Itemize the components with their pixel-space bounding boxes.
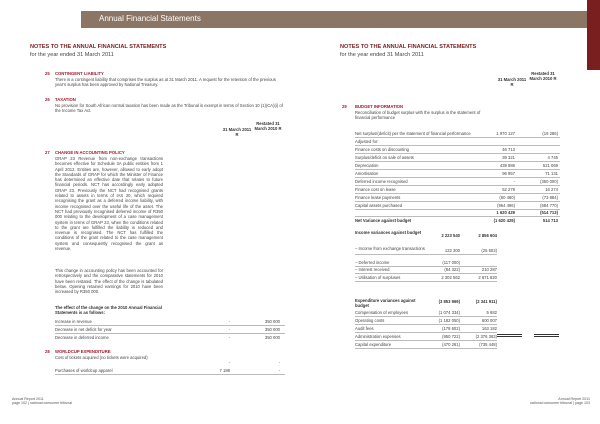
expenditure-row-2010: 5 682 <box>486 310 497 315</box>
recon-row-2010: 16 274 <box>545 187 558 192</box>
row-divider <box>55 374 285 375</box>
recon-row-2010: (684 770) <box>540 203 558 208</box>
income-variance-2010: 2 856 604 <box>478 233 497 238</box>
expenditure-variance-2010: (2 341 911) <box>475 299 497 304</box>
note-28-number: 28 <box>45 349 50 354</box>
note-29-text: Reconciliation of budget surplus with the surplus in the statement of financial performance <box>355 110 481 121</box>
total-underline <box>497 336 522 337</box>
note-27-number: 27 <box>45 150 50 155</box>
income-row-2010: 210 287 <box>481 267 497 272</box>
net-variance-2010: 514 713 <box>542 218 558 223</box>
note-26-number: 26 <box>45 97 50 102</box>
row-divider <box>355 281 497 282</box>
income-row-2010: (25 503) <box>481 248 497 253</box>
recon-row-2010: (73 884) <box>542 195 558 200</box>
total-underline <box>534 334 559 335</box>
left-col-header-2010: Restated 31 March 2010 R <box>254 121 282 132</box>
expenditure-row-label: Administration expenses <box>355 334 401 339</box>
note-27-row-2011: - <box>228 335 230 340</box>
expenditure-row-2010: (2 376 363) <box>475 334 497 339</box>
row-divider <box>355 316 497 317</box>
expenditure-row-label: Audit fees <box>355 326 374 331</box>
net-variance-label: Net Variance against budget <box>355 218 412 223</box>
row-divider <box>355 340 497 341</box>
row-divider <box>355 201 560 202</box>
title-banner <box>81 11 600 28</box>
note-27-row-label: Decrease in deferred income <box>55 335 109 340</box>
row-divider <box>355 332 497 333</box>
right-subheading: for the year ended 31 March 2011 <box>340 52 424 58</box>
income-row-label: – Utilisation of surpluses <box>355 275 401 280</box>
row-divider <box>355 169 560 170</box>
row-divider <box>355 145 560 146</box>
note-27-row-2011: - <box>228 319 230 324</box>
recon-row-2011: (60 480) <box>499 195 515 200</box>
expenditure-row-2011: (1 182 050) <box>438 318 460 323</box>
income-row-2011: 2 302 562 <box>441 275 460 280</box>
note-28-row-label: Purchases of worldcup apparel <box>55 368 113 373</box>
recon-row-2011: 46 713 <box>502 147 515 152</box>
income-row-2011: 122 300 <box>444 248 460 253</box>
note-27-effect-title: The effect of the change on the 2010 Annual Financial Statements is as follows: <box>55 305 162 316</box>
income-row-2011: (84 322) <box>444 267 460 272</box>
footer-right <box>515 397 590 406</box>
note-28-row-2011: - <box>228 360 230 365</box>
note-25-text: There is a contingent liability that comprises the surplus as at 31 March 2011. A request for the retention of the previous year's surplus has been approved by National Treasury. <box>55 77 276 88</box>
row-divider <box>355 216 560 217</box>
footer-left-line1: Annual Report 2011 <box>12 397 44 401</box>
recon-row-label: Capital assets purchased <box>355 203 403 208</box>
note-27-title: CHANGE IN ACCOUNTING POLICY <box>55 150 125 155</box>
row-divider <box>355 348 497 349</box>
recon-row-label: Net surplus/(deficit) per the statement of financial performance <box>355 131 471 136</box>
note-28-row-2011: 7 188 <box>219 368 230 373</box>
expenditure-variance-title: Expenditure variances against budget <box>355 298 416 309</box>
note-28-title: WORLDCUP EXPENDITURE <box>55 349 111 354</box>
recon-row-2011: 1 970 127 <box>496 131 515 136</box>
right-col-header-2010: Restated 31 March 2010 R <box>529 71 557 82</box>
recon-row-2010: (19 286) <box>542 131 558 136</box>
income-row-2011: (117 000) <box>442 260 460 265</box>
recon-row-2011: 39 321 <box>502 155 515 160</box>
income-row-label: – Deferred income <box>355 260 390 265</box>
income-row-label: – Income from exchange transactions <box>355 246 425 251</box>
recon-row-2010: 521 069 <box>542 163 558 168</box>
recon-row-label: Finance costs on discounting <box>355 147 410 152</box>
income-variance-2011: 2 223 540 <box>441 233 460 238</box>
subtotal-2011: 1 620 429 <box>496 210 515 215</box>
income-row-2010: 2 671 820 <box>478 275 497 280</box>
note-27-paragraph-2: This change in accounting policy has been accounted for retrospectively and the comparative statements for 2010 have been restated. The effect of the change is tabulated below. Opening retained earnings for 2010 have been increased by R350 000. <box>55 268 163 295</box>
recon-row-2011: (964 496) <box>497 203 515 208</box>
note-26-title: TAXATION <box>55 97 76 102</box>
recon-row-2010: 4 745 <box>547 155 558 160</box>
note-26-text: No provision for South African normal taxation has been made as the Tribunal is exempt in terms of Section 10 (1)(CA)(i) of the Income Tax Act. <box>55 103 283 114</box>
note-28-row-label: Cost of tickets acquired (no tickets were acquired) <box>55 355 148 360</box>
recon-row-2011: 52 278 <box>502 187 515 192</box>
recon-row-label: Finance lease payments <box>355 195 401 200</box>
row-divider <box>355 177 560 178</box>
row-divider <box>355 273 497 274</box>
note-28-row-2010: - <box>278 360 280 365</box>
expenditure-row-2010: 600 007 <box>481 318 497 323</box>
row-divider <box>355 137 560 138</box>
income-variance-title: Income variances against budget <box>355 230 422 235</box>
expenditure-row-2011: (178 602) <box>442 326 460 331</box>
expenditure-row-2010: (735 448) <box>479 342 497 347</box>
row-divider <box>355 185 560 186</box>
right-heading: NOTES TO THE ANNUAL FINANCIAL STATEMENTS <box>340 44 477 50</box>
page-tab-marker <box>587 0 600 70</box>
row-divider <box>355 161 560 162</box>
expenditure-row-2011: (1 074 334) <box>438 310 460 315</box>
expenditure-row-2011: (470 261) <box>442 342 460 347</box>
note-29-title: BUDGET INFORMATION <box>355 104 404 109</box>
recon-row-2011: 439 886 <box>499 163 515 168</box>
left-col-header-2011: 31 March 2011 R <box>222 127 252 138</box>
left-subheading: for the year ended 31 March 2011 <box>30 52 114 58</box>
row-divider <box>355 254 497 255</box>
recon-row-2010: (350 000) <box>540 179 558 184</box>
expenditure-variance-2011: (3 853 969) <box>438 299 460 304</box>
row-divider <box>355 193 560 194</box>
note-27-row-2010: 350 000 <box>264 335 280 340</box>
note-27-row-2010: 350 000 <box>264 319 280 324</box>
note-27-paragraph-1: GRAP 23 Revenue from non-exchange transactions becomes effective for Schedule 3A public entities from 1 April 2012. Entities are, however, allowed to early adopt the Standards of GRAP for which the Minister of Finance has determined an effective date that relates to future financial periods. NCT has accordingly early adopted GRAP 23. Previously the NCT had recognised grants related to assets in terms of IAS 20, which required recognising the grant as a deferred income liability, with income recognised over the useful life of the asset. The NCT had previously recognised deferred income of R350 000 relating to the development of a case management system in terms of GRAP 23, when the conditions related to the grant are fulfilled the liability is reduced and revenue is recognised. The NCT has fulfilled the conditions of the grant related to the case management system and consequently recognised the grant as revenue. <box>55 156 163 252</box>
note-29-number: 29 <box>342 104 347 109</box>
recon-row-label: Adjusted for: <box>355 139 379 144</box>
expenditure-row-label: Compensation of employees <box>355 310 409 315</box>
note-27-row-label: Decrease in net deficit for year <box>55 327 112 332</box>
left-heading: NOTES TO THE ANNUAL FINANCIAL STATEMENTS <box>30 44 167 50</box>
net-variance-2011: (1 620 429) <box>493 218 515 223</box>
footer-right-line2: national consumer tribunal | page 103 <box>529 401 590 406</box>
expenditure-row-2011: (950 722) <box>442 334 460 339</box>
row-divider <box>355 324 497 325</box>
row-divider <box>355 153 560 154</box>
note-27-row-2010: 350 000 <box>264 327 280 332</box>
row-divider <box>55 333 285 334</box>
expenditure-row-label: Operating costs <box>355 318 385 323</box>
recon-row-2011: - <box>513 179 515 184</box>
footer-left-line2: page 102 | national consumer tribunal <box>12 401 73 406</box>
income-row-label: – Interest received <box>355 267 390 272</box>
recon-row-label: Deferred income recognised <box>355 179 408 184</box>
expenditure-row-label: Capital expenditure <box>355 342 392 347</box>
total-underline <box>534 336 559 337</box>
expenditure-row-2010: 163 182 <box>481 326 497 331</box>
recon-row-2010: 71 131 <box>545 171 558 176</box>
footer-left <box>12 397 72 406</box>
note-25-number: 25 <box>45 71 50 76</box>
subtotal-2010: (514 713) <box>540 210 558 215</box>
recon-row-2011: 96 957 <box>502 171 515 176</box>
note-28-row-2010: - <box>278 368 280 373</box>
recon-row-label: Surplus/deficit on sale of assets <box>355 155 414 160</box>
recon-row-label: Finance cost on lease <box>355 187 396 192</box>
recon-row-label: Amortisation <box>355 171 379 176</box>
right-col-header-2011: 31 March 2011 R <box>497 77 527 88</box>
total-underline <box>497 334 522 335</box>
note-27-row-label: Increase in revenue <box>55 319 92 324</box>
recon-row-label: Depreciation <box>355 163 379 168</box>
banner-title: Annual Financial Statements <box>99 14 201 23</box>
note-27-row-2011: - <box>228 327 230 332</box>
row-divider <box>55 325 285 326</box>
footer-right-line1: Annual Report 2011 <box>558 397 590 401</box>
note-25-title: CONTINGENT LIABILITY <box>55 71 104 76</box>
